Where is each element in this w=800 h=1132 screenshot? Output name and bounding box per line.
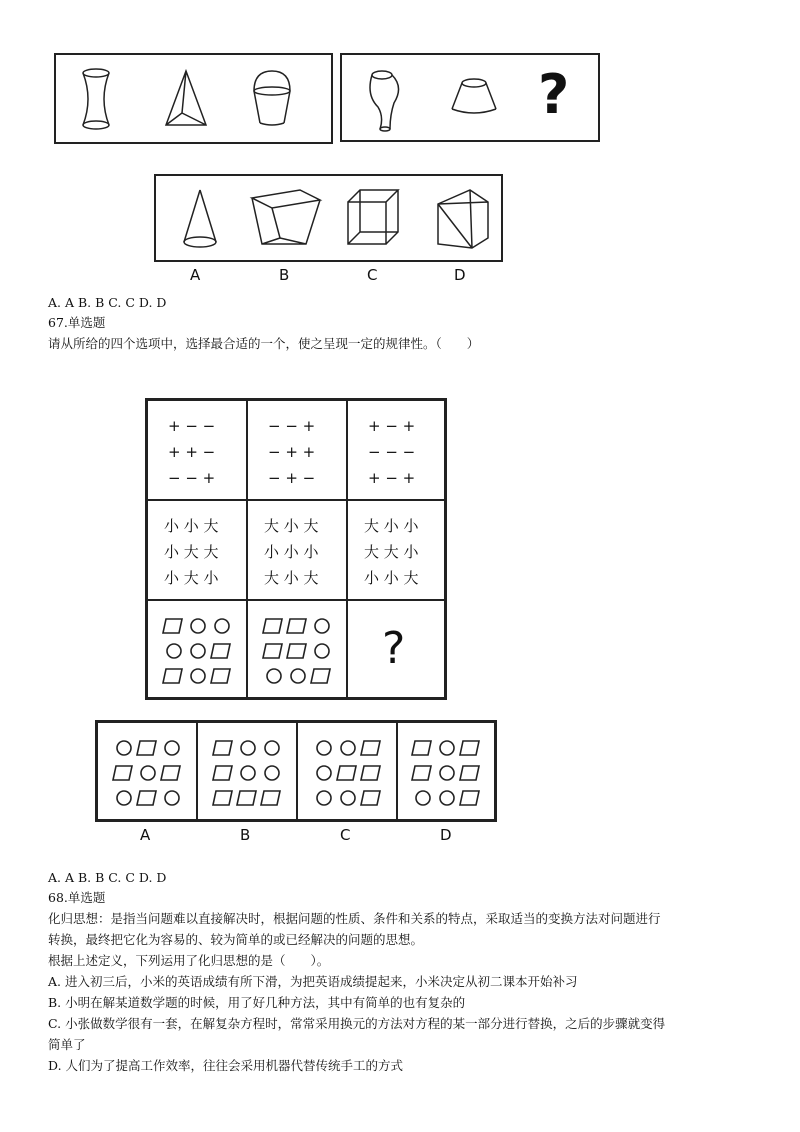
option-d-cell[interactable] (397, 722, 495, 820)
q66-stem-left-panel (54, 53, 333, 144)
hourglass-solid-figure (76, 67, 116, 133)
q66-options-panel (154, 174, 503, 262)
cube-option-figure (346, 188, 400, 250)
q67-option-label-b: B (240, 826, 251, 844)
shape-pattern-option-a (112, 737, 184, 809)
cone-option-figure (180, 188, 220, 250)
dome-cup-solid-figure (250, 69, 294, 129)
q66-option-label-c: C (367, 266, 378, 284)
pyramid-solid-figure (162, 69, 210, 129)
q68-header: 68.单选题 (48, 890, 106, 905)
q67-answer-choices[interactable]: A. A B. B C. C D. D (48, 870, 167, 885)
frustum-solid-figure (448, 77, 500, 119)
shape-pattern-option-b (212, 737, 284, 809)
q66-option-label-a: A (190, 266, 201, 284)
q67-header: 67.单选题 (48, 315, 106, 330)
option-a-cell[interactable] (97, 722, 197, 820)
option-c-cell[interactable] (297, 722, 397, 820)
grid-cell-r1c1: + − − + + − − − + (147, 400, 247, 500)
grid-cell-r2c3: 大 小 小 大 大 小 小 小 大 (347, 500, 445, 600)
grid-cell-r3c2 (247, 600, 347, 698)
q66-option-label-d: D (454, 266, 466, 284)
q68-option-b[interactable]: B. 小明在解某道数学题的时候，用了好几种方法，其中有简单的也有复杂的 (48, 995, 466, 1010)
q67-option-label-a: A (140, 826, 151, 844)
q66-answer-choices[interactable]: A. A B. B C. C D. D (48, 295, 167, 310)
option-b-cell[interactable] (197, 722, 297, 820)
q68-option-d[interactable]: D. 人们为了提高工作效率，往往会采用机器代替传统手工的方式 (48, 1058, 404, 1073)
q67-option-label-d: D (440, 826, 452, 844)
q68-option-a[interactable]: A. 进入初三后，小米的英语成绩有所下滑，为把英语成绩提起来，小米决定从初二课本开始补习 (48, 974, 578, 989)
grid-cell-r2c2: 大 小 大 小 小 小 大 小 大 (247, 500, 347, 600)
shape-pattern-r3c2 (262, 615, 334, 687)
grid-cell-r1c3: + − + − − − + − + (347, 400, 445, 500)
q67-option-label-c: C (340, 826, 351, 844)
grid-cell-r1c2: − − + − + + − + − (247, 400, 347, 500)
q68-definition-line1: 化归思想：是指当问题难以直接解决时，根据问题的性质、条件和关系的特点，采取适当的变换方法对问题进行 (48, 911, 661, 926)
question-mark: ? (538, 63, 570, 126)
grid-cell-r3c3 (347, 600, 445, 698)
q66-stem-right-panel (340, 53, 600, 142)
q68-option-c-line2[interactable]: 简单了 (48, 1037, 86, 1052)
cut-cube-option-figure (434, 188, 490, 250)
q66-option-label-b: B (279, 266, 290, 284)
question-mark: ? (382, 623, 406, 674)
q67-options-panel (95, 720, 497, 822)
shape-pattern-option-c (312, 737, 384, 809)
q68-definition-line2: 转换，最终把它化为容易的、较为简单的或已经解决的问题的思想。 (48, 932, 424, 947)
q67-prompt: 请从所给的四个选项中，选择最合适的一个，使之呈现一定的规律性。（ ） (48, 336, 480, 351)
shape-pattern-r3c1 (162, 615, 234, 687)
trapezoid-prism-option-figure (250, 188, 322, 250)
grid-cell-r3c1 (147, 600, 247, 698)
shape-pattern-option-d (411, 737, 483, 809)
q68-option-c-line1[interactable]: C. 小张做数学很有一套，在解复杂方程时，常常采用换元的方法对方程的某一部分进行替换，之后的步骤就变得 (48, 1016, 666, 1031)
vase-solid-figure (364, 67, 408, 133)
q67-stem-grid (145, 398, 447, 700)
grid-cell-r2c1: 小 小 大 小 大 大 小 大 小 (147, 500, 247, 600)
q68-question: 根据上述定义，下列运用了化归思想的是（ ）。 (48, 953, 330, 968)
